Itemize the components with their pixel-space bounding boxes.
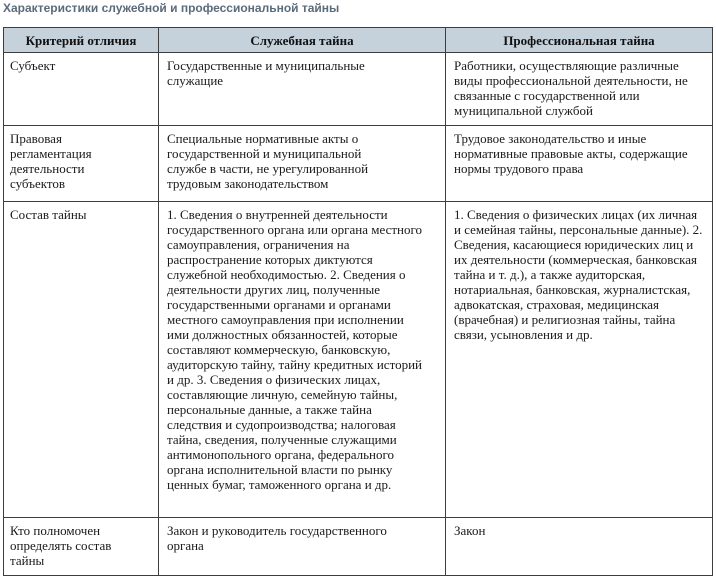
cell-professional [446,518,713,576]
comparison-table [3,27,713,576]
table-row [4,202,713,518]
criterion-text: Состав тайны [10,207,87,222]
criterion-text: Субъект [10,58,56,73]
cell-criterion [4,126,159,202]
cell-official [159,126,446,202]
table-row [4,126,713,202]
official-text: Закон и руководитель государственного органа [167,523,387,553]
professional-text: Трудовое законодательство и иные нормативные правовые акты, содержащие нормы трудового права [454,131,688,176]
criterion-text: Правовая регламентация деятельности субъектов [10,131,92,191]
official-text: 1. Сведения о внутренней деятельности государственного органа или органа местного самоуправления, ограничения на распространение которых диктуются служебной необходимостью. 2. Сведения о деятельности других лиц, полученные государственными органами и органами местного самоуправления при исполнении ими должностных обязанностей, которые составляют коммерческую, банковскую, аудиторскую тайну, тайну кредитных историй и др. 3. Сведения о физических лицах, составляющие личную, семейную тайны, персональные данные, а также тайна следствия и судопроизводства; налоговая тайна, сведения, полученные служащими антимонопольного органа, федерального органа исполнительной власти по рынку ценных бумаг, таможенного органа и др. [167,207,422,492]
table-row [4,53,713,126]
cell-official [159,53,446,126]
professional-text: Закон [454,523,486,538]
criterion-text: Кто полномочен определять состав тайны [10,523,112,568]
cell-criterion [4,53,159,126]
official-text: Специальные нормативные акты о государственной и муниципальной службе в части, не урегулированной трудовым законодательством [167,131,369,191]
header-professional-secret: Профессиональная тайна [446,28,713,53]
cell-official [159,518,446,576]
official-text: Государственные и муниципальные служащие [167,58,365,88]
table-row [4,518,713,576]
cell-official [159,202,446,518]
professional-text: Работники, осуществляющие различные виды профессиональной деятельности, не связанные с государственной или муниципальной службой [454,58,688,118]
cell-professional [446,126,713,202]
cell-professional [446,202,713,518]
header-official-secret: Служебная тайна [159,28,446,53]
cell-criterion [4,518,159,576]
professional-text: 1. Сведения о физических лицах (их личная и семейная тайны, персональные данные). 2. Сведения, касающиеся юридических лиц и их деятельности (коммерческая, банковская тайна и т. д.), а также аудиторская, нотариальная, банковская, журналистская, адвокатская, страховая, медицинская (врачебная) и религиозная тайны, тайна связи, усыновления и др. [454,207,703,342]
header-criterion: Критерий отличия [4,28,159,53]
table-header-row [4,28,713,53]
cell-professional [446,53,713,126]
table-caption: Характеристики служебной и профессиональной тайны [3,1,340,15]
cell-criterion [4,202,159,518]
